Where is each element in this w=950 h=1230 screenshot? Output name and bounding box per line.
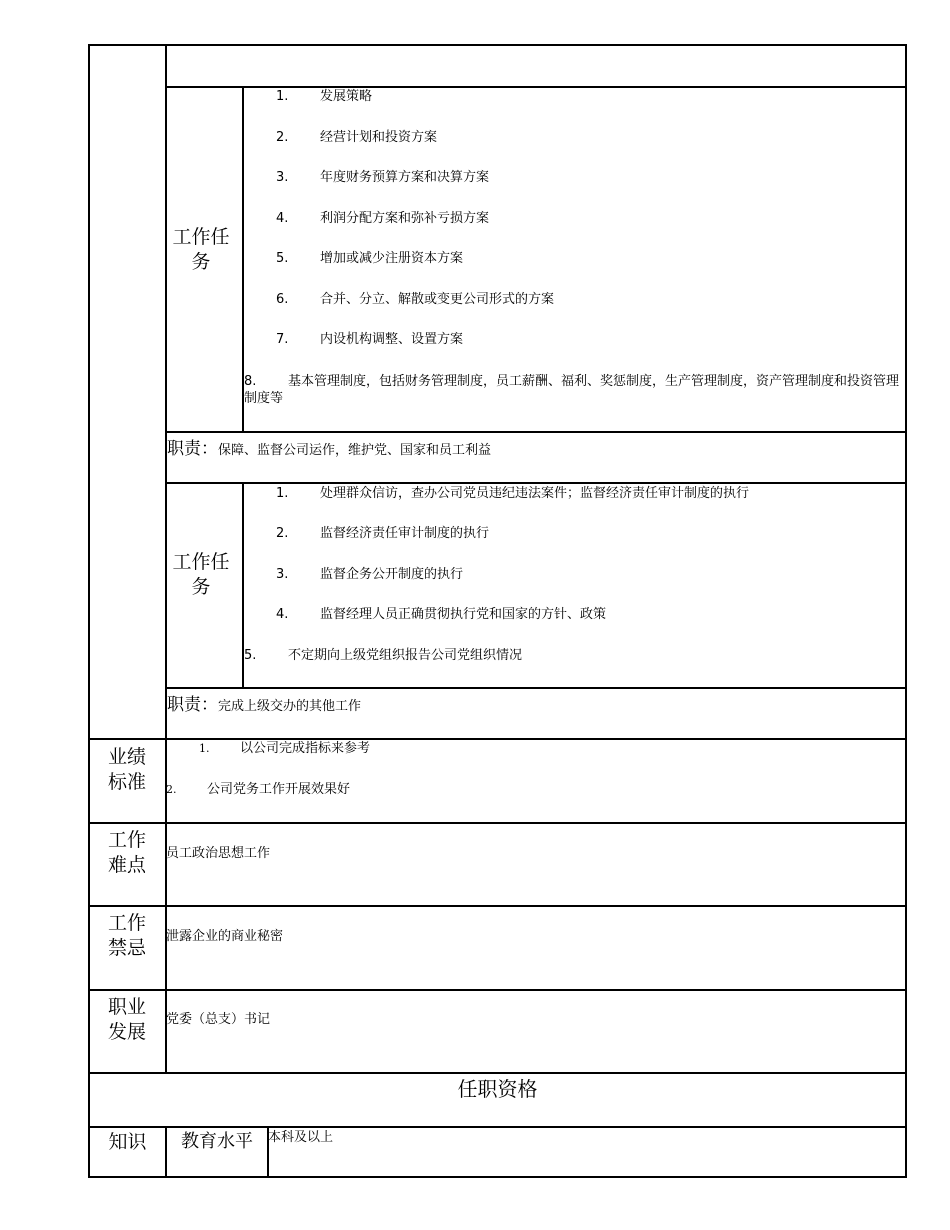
- row-divider: [88, 1072, 907, 1074]
- task-item: 7. 内设机构调整、设置方案: [276, 332, 464, 347]
- edu-value: 本科及以上: [268, 1130, 334, 1145]
- qualification-title: 任职资格: [457, 1077, 538, 1101]
- table-bottom-border: [88, 1176, 907, 1178]
- task-item: 2. 监督经济责任审计制度的执行: [276, 526, 490, 541]
- task-item: 6. 合并、分立、解散或变更公司形式的方案: [276, 292, 555, 307]
- duty-row: [167, 693, 361, 718]
- row-divider: [88, 905, 907, 907]
- performance-item: 2. 公司党务工作开展效果好: [166, 782, 351, 797]
- career-label: 职业发展: [107, 996, 146, 1043]
- difficulty-label: 工作难点: [107, 829, 146, 876]
- taboo-text: 泄露企业的商业秘密: [166, 929, 284, 944]
- table-left-border: [88, 44, 90, 1178]
- performance-item: 1. 以公司完成指标来参考: [199, 741, 371, 756]
- task-item: 4. 监督经理人员正确贯彻执行党和国家的方针、政策: [276, 607, 607, 622]
- row-divider: [88, 989, 907, 991]
- task-item: 1. 发展策略: [276, 89, 373, 104]
- career-text: 党委（总支）书记: [166, 1012, 271, 1027]
- row-divider: [88, 738, 907, 740]
- performance-label: 业绩标准: [107, 746, 146, 793]
- row-divider: [165, 687, 907, 689]
- duty-row: [167, 437, 491, 462]
- row-divider: [165, 482, 907, 484]
- table-right-border: [905, 44, 907, 1178]
- taboo-label: 工作禁忌: [107, 912, 146, 959]
- duty-label: 职责：: [167, 695, 218, 715]
- task-item: 3. 监督企务公开制度的执行: [276, 567, 464, 582]
- row-divider: [165, 431, 907, 433]
- label-column-divider: [165, 44, 167, 1073]
- duty-text: 完成上级交办的其他工作: [218, 699, 362, 714]
- row-divider: [88, 822, 907, 824]
- task-item: 3. 年度财务预算方案和决算方案: [276, 170, 490, 185]
- duty-text: 保障、监督公司运作，维护党、国家和员工利益: [218, 443, 492, 458]
- knowledge-label: 知识: [108, 1131, 147, 1153]
- task-item: 5. 增加或减少注册资本方案: [276, 251, 464, 266]
- task-item: 4. 利润分配方案和弥补亏损方案: [276, 211, 490, 226]
- task-item: 1. 处理群众信访，查办公司党员违纪违法案件；监督经济责任审计制度的执行: [276, 486, 750, 501]
- edu-label: 教育水平: [181, 1131, 253, 1152]
- task-item: 2. 经营计划和投资方案: [276, 130, 438, 145]
- row-divider: [165, 86, 907, 88]
- task-label-1: 工作任务: [172, 226, 230, 273]
- task-item: 5. 不定期向上级党组织报告公司党组织情况: [244, 648, 523, 663]
- difficulty-text: 员工政治思想工作: [166, 846, 271, 861]
- task-label-2: 工作任务: [172, 551, 230, 598]
- task-item: 8. 基本管理制度，包括财务管理制度，员工薪酬、福利、奖惩制度，生产管理制度，资产管理制度和投资管理制度等: [244, 374, 900, 406]
- duty-label: 职责：: [167, 439, 218, 459]
- table-top-border: [88, 44, 907, 46]
- row-divider: [88, 1126, 907, 1128]
